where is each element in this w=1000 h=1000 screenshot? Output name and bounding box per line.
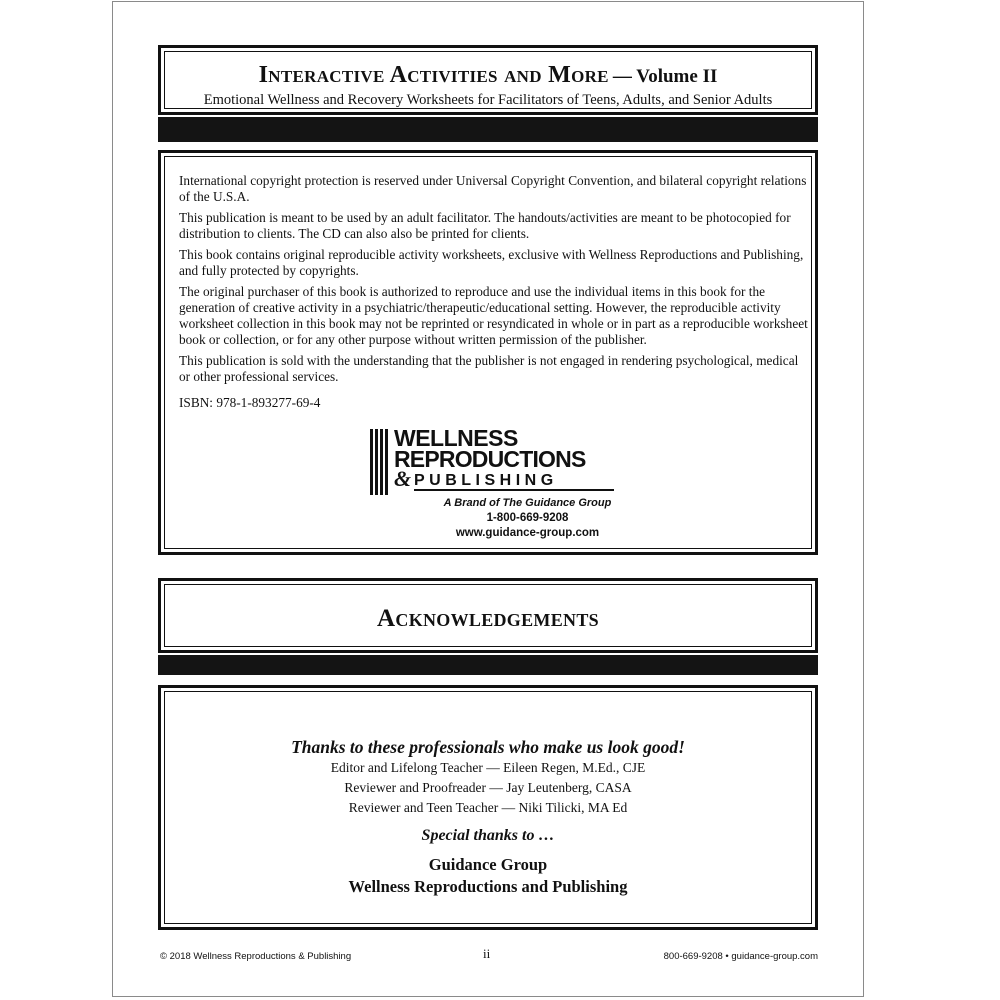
special-thanks: Special thanks to … [421, 827, 555, 844]
copyright-paragraph: International copyright protection is reserved under Universal Copyright Convention, and bilateral copyright relations of the U.S.A. [179, 173, 807, 204]
copyright-box-inner [164, 156, 812, 549]
footer-contact: 800-669-9208 • guidance-group.com [663, 951, 818, 962]
logo-website: www.guidance-group.com [455, 527, 600, 539]
publisher-logo [370, 427, 620, 547]
book-title-line [165, 62, 811, 89]
copyright-box [158, 150, 818, 555]
copyright-paragraph: This book contains original reproducible activity worksheets, exclusive with Wellness Reproductions and Publishing, and fully protected by copyrights. [179, 247, 804, 278]
footer-copyright: © 2018 Wellness Reproductions & Publishing [160, 951, 352, 962]
acknowledgements-black-bar [158, 655, 818, 675]
book-subtitle: Emotional Wellness and Recovery Worksheets for Facilitators of Teens, Adults, and Senior Adults [203, 92, 773, 108]
logo-phone: 1-800-669-9208 [486, 512, 569, 524]
organization-name: Guidance Group [428, 855, 548, 874]
thanks-heading: Thanks to these professionals who make us look good! [291, 737, 685, 757]
credit-line: Reviewer and Proofreader — Jay Leutenberg, CASA [344, 780, 632, 795]
logo-tagline: A Brand of The Guidance Group [443, 497, 612, 509]
credit-line: Reviewer and Teen Teacher — Niki Tilicki, MA Ed [348, 800, 628, 815]
thanks-box-inner [164, 691, 812, 924]
book-title: Interactive Activities and More [258, 62, 609, 88]
copyright-paragraph: This publication is sold with the understanding that the publisher is not engaged in rendering psychological, medical or other professional services. [179, 353, 799, 384]
organization-name: Wellness Reproductions and Publishing [348, 877, 628, 896]
copyright-text [179, 173, 809, 390]
logo-rule [414, 489, 614, 491]
logo-ampersand: & [394, 466, 412, 491]
acknowledgements-title: Acknowledgements [377, 605, 599, 632]
book-volume: — Volume II [612, 66, 718, 87]
logo-wellness: WELLNESS [394, 425, 518, 451]
credit-line: Editor and Lifelong Teacher — Eileen Regen, M.Ed., CJE [330, 760, 646, 775]
isbn: ISBN: 978-1-893277-69-4 [179, 395, 321, 410]
copyright-paragraph: This publication is meant to be used by an adult facilitator. The handouts/activities are meant to be photocopied for distribution to clients. The CD can also also be printed for clients. [179, 210, 791, 241]
header-title-box-inner [164, 51, 812, 109]
acknowledgements-title-box [158, 578, 818, 653]
footer-page-number: ii [483, 946, 491, 961]
logo-reproductions: REPRODUCTIONS [394, 446, 586, 472]
acknowledgements-title-box-inner [164, 584, 812, 647]
header-black-bar [158, 117, 818, 142]
header-title-box [158, 45, 818, 115]
copyright-paragraph: The original purchaser of this book is authorized to reproduce and use the individual items in this book for the generation of creative activity in a psychiatric/therapeutic/educational setting. However, the reproducible activity worksheet collection in this book may not be reprinted or resyndicated in whole or in part as a reproducible worksheet book or collection, or for any other purpose without written permission of the publisher. [179, 284, 808, 347]
logo-publishing: PUBLISHING [414, 472, 558, 489]
thanks-box [158, 685, 818, 930]
